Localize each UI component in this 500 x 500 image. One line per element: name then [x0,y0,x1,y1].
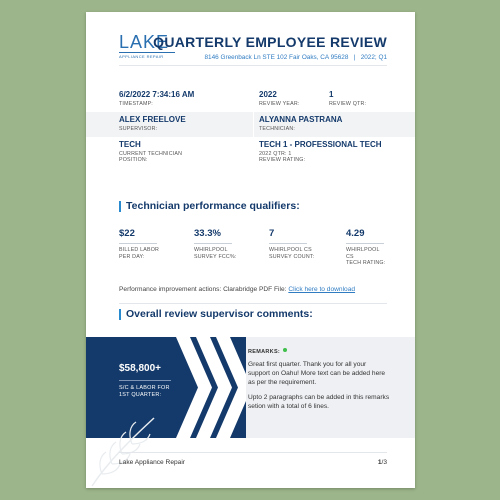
review-period: 2022; Q1 [360,54,387,61]
review-info-grid [86,87,415,170]
review-year-value: 2022 [259,90,277,99]
quarter-total-label [119,385,170,399]
amount-divider [119,380,171,381]
improvement-actions-text: Performance improvement actions: Clarabridge PDF File: [119,286,287,293]
review-year-label: REVIEW YEAR: [259,101,300,107]
metric-label-line-1: WHIRLPOOL CS [346,247,380,260]
performance-section-title: Technician performance qualifiers: [119,201,300,212]
quarter-total-amount: $58,800+ [119,363,161,374]
review-year-cell [259,90,300,107]
review-qtr-value: 1 [329,90,334,99]
metric-tech-rating [346,228,387,267]
metric-label-line-1: BILLED LABOR [119,247,160,253]
metric-label-line-1: WHIRLPOOL [194,247,228,253]
logo-word: LAKE [119,32,170,52]
info-row-position [86,137,415,170]
technician-label: TECHNICIAN: [259,126,296,132]
metric-label-line-2: TECH RATING: [346,260,386,266]
metric-value: 7 [269,228,275,239]
metric-label-line-2: SURVEY COUNT: [269,253,315,260]
review-page [86,12,415,488]
remarks-heading [248,348,390,355]
footer-company: Lake Appliance Repair [119,459,185,466]
metric-whirlpool-fcc [194,228,237,260]
page-title: QUARTERLY EMPLOYEE REVIEW [153,34,387,50]
position-label-line-2: POSITION: [119,157,148,164]
amount-label-line-2: 1ST QUARTER: [119,392,162,398]
metric-value: 4.29 [346,228,365,239]
remarks-status-dot-icon [283,348,287,352]
metric-label-line-2: SURVEY FCC%: [194,253,237,260]
metric-label-line-1: WHIRLPOOL CS [269,247,312,253]
column-divider [253,112,254,137]
supervisor-label: SUPERVISOR: [119,126,158,132]
review-qtr-label: REVIEW QTR: [329,101,367,107]
position-cell [119,140,182,164]
review-qtr-cell [329,90,366,107]
page-total: /3 [381,459,387,466]
technician-value: ALYANNA PASTRANA [259,115,343,124]
metric-billed-labor [119,228,159,260]
header-address-line [205,54,388,61]
position-value: TECH [119,140,141,149]
timestamp-value: 6/2/2022 7:34:16 AM [119,90,195,99]
rating-cell [259,140,382,164]
remarks-paragraph-1: Great first quarter. Thank you for all your support on Oahu! More text can be added here as per the requirement. [248,361,386,387]
amount-label-line-1: S/C & LABOR FOR [119,385,170,391]
comments-section-title: Overall review supervisor comments: [119,309,313,320]
metric-label-line-2: PER DAY: [119,253,145,260]
leaf-watermark-icon [88,412,158,488]
technician-cell [259,115,342,132]
section-divider [119,303,387,304]
timestamp-cell [119,90,194,107]
metric-divider [194,243,232,244]
improvement-actions-line [119,286,355,293]
info-row-timestamp [86,87,415,112]
supervisor-cell [119,115,186,132]
page-indicator [378,459,387,466]
footer-divider [119,452,387,453]
timestamp-label: TIMESTAMP: [119,101,153,107]
logo-subtitle: APPLIANCE REPAIR [119,52,175,59]
remarks-label: REMARKS: [248,349,281,355]
remarks-block [248,348,390,411]
metric-value: 33.3% [194,228,221,239]
metric-divider [346,243,384,244]
metric-value: $22 [119,228,135,239]
supervisor-value: ALEX FREELOVE [119,115,186,124]
rating-label-line-1: 2022 QTR: 1 [259,151,292,157]
metric-divider [119,243,157,244]
info-row-people [86,112,415,137]
position-label-line-1: CURRENT TECHNICIAN [119,151,183,157]
page-current: 1 [377,459,382,466]
header-divider [119,65,387,66]
rating-value: TECH 1 - PROFESSIONAL TECH [259,140,382,149]
metric-divider [269,243,307,244]
download-pdf-link[interactable]: Click here to download [288,286,356,293]
remarks-paragraph-2: Upto 2 paragraphs can be added in this remarks setion with a total of 6 lines. [248,393,390,410]
metric-survey-count [269,228,314,260]
rating-label-line-2: REVIEW RATING: [259,157,306,164]
address-separator: | [353,54,356,61]
company-address: 8146 Greenback Ln STE 102 Fair Oaks, CA 95628 [204,54,349,61]
